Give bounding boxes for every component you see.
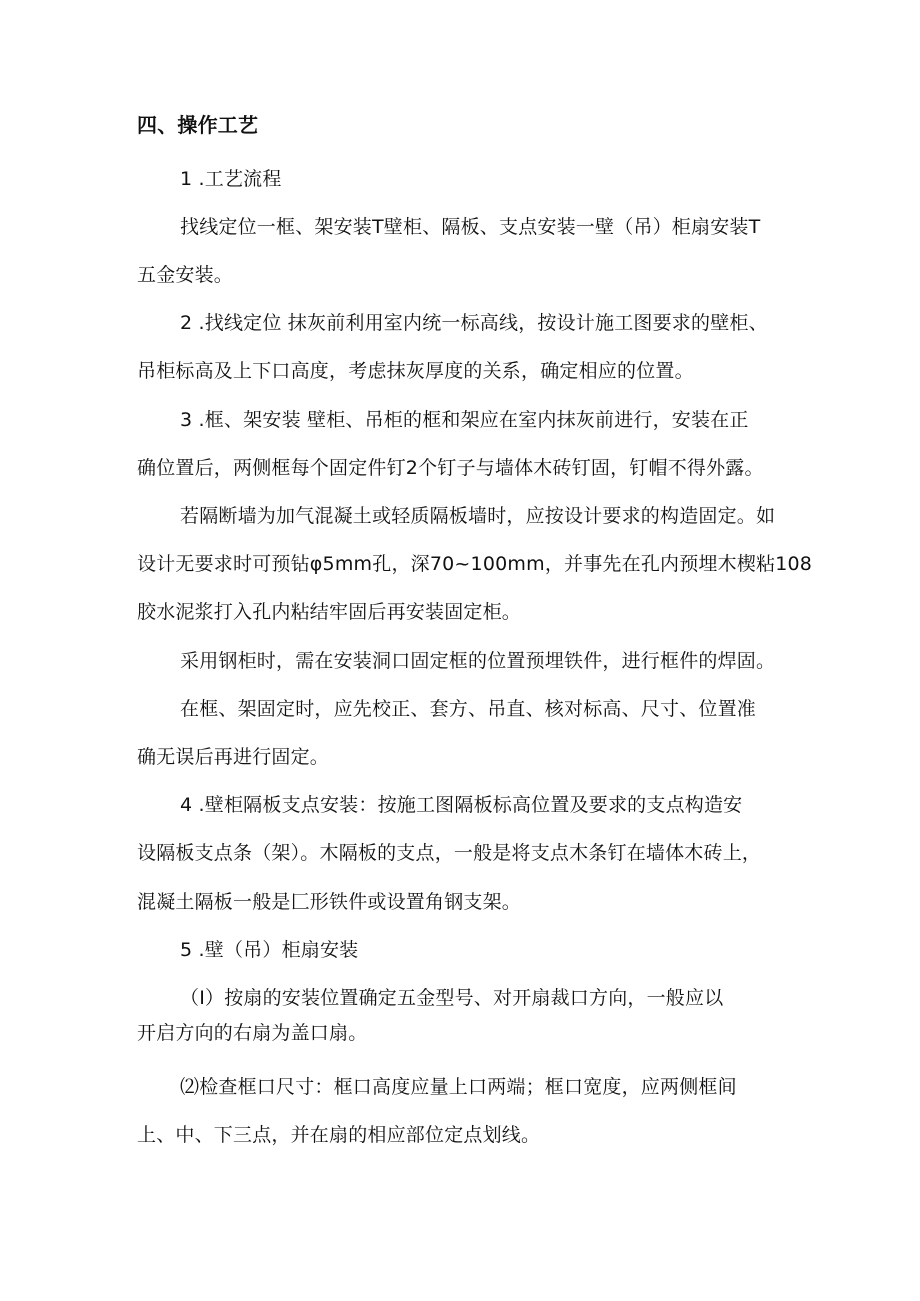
paragraph-line: 五金安装。 <box>137 264 234 286</box>
paragraph-line: 吊柜标高及上下口高度，考虑抹灰厚度的关系，确定相应的位置。 <box>137 360 694 382</box>
paragraph-line: 确无误后再进行固定。 <box>137 746 330 768</box>
paragraph-line: 胶水泥浆打入孔内粘结牢固后再安装固定柜。 <box>137 601 522 623</box>
paragraph-line: 5 .壁（吊）柜扇安装 <box>180 939 359 961</box>
paragraph-line: 确位置后，两侧框每个固定件钉2个钉子与墙体木砖钉固，钉帽不得外露。 <box>137 457 764 479</box>
paragraph-line: （I）按扇的安装位置确定五金型号、对开扇裁口方向，一般应以 <box>180 987 724 1009</box>
paragraph-line: 设隔板支点条（架）。木隔板的支点，一般是将支点木条钉在墙体木砖上， <box>137 842 762 864</box>
paragraph-line: 2 .找线定位 抹灰前利用室内统一标高线，按设计施工图要求的壁柜、 <box>180 312 768 334</box>
paragraph-line: 设计无要求时可预钻φ5mm孔，深70~100mm，并事先在孔内预埋木楔粘108 <box>137 553 813 575</box>
paragraph-line: 4 .壁柜隔板支点安装：按施工图隔板标高位置及要求的支点构造安 <box>180 794 743 816</box>
section-heading: 四、操作工艺 <box>137 113 259 137</box>
paragraph-line: 找线定位一框、架安装T壁柜、隔板、支点安装一壁（吊）柜扇安装T <box>180 216 761 238</box>
paragraph-line: 采用钢柜时，需在安装洞口固定框的位置预埋铁件，进行框件的焊固。 <box>180 650 776 672</box>
paragraph-line: 开启方向的右扇为盖口扇。 <box>137 1022 368 1044</box>
paragraph-line: 混凝土隔板一般是匚形铁件或设置角钢支架。 <box>137 891 522 913</box>
paragraph-line: 3 .框、架安装 壁柜、吊柜的框和架应在室内抹灰前进行，安装在正 <box>180 409 749 431</box>
paragraph-line: 在框、架固定时，应先校正、套方、吊直、核对标高、尺寸、位置准 <box>180 698 757 720</box>
paragraph-line: 若隔断墙为加气混凝土或轻质隔板墙时，应按设计要求的构造固定。如 <box>180 505 776 527</box>
paragraph-line: ⑵检查框口尺寸：框口高度应量上口两端；框口宽度，应两侧框间 <box>180 1076 737 1098</box>
paragraph-line: 1 .工艺流程 <box>180 168 282 190</box>
paragraph-line: 上、中、下三点，并在扇的相应部位定点划线。 <box>137 1124 541 1146</box>
